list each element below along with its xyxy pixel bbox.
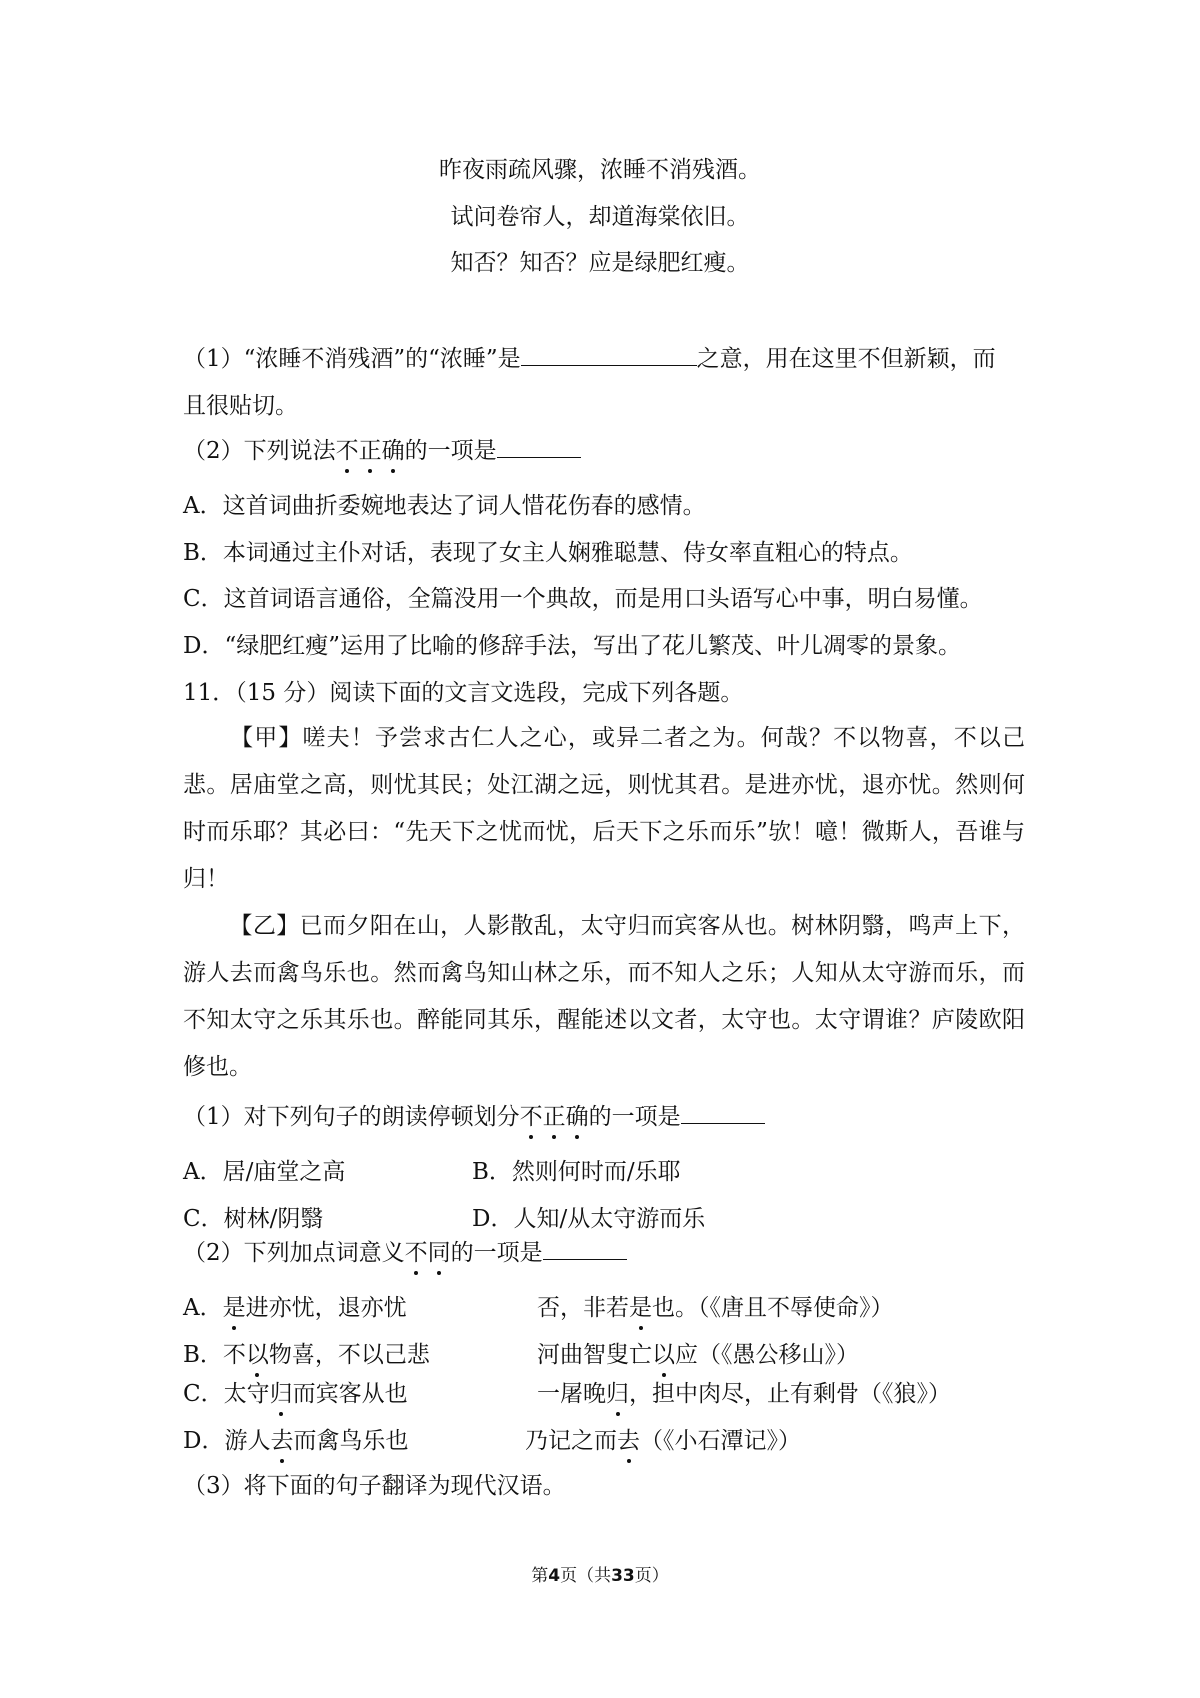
poem-line-1: 昨夜雨疏风骤，浓睡不消残酒。 bbox=[439, 157, 761, 183]
q11-passage-yi: 【乙】已而夕阳在山，人影散乱，太守归而宾客从也。树林阴翳，鸣声上下，游人去而禽鸟乐也。然而禽鸟知山林之乐，而不知人之乐；人知从太守游而乐，而不知太守之乐其乐也。醉能同其乐，醒能述以文者，太守也。太守谓谁？庐陵欧阳修也。 bbox=[183, 913, 1025, 1080]
emphasis-char: 确 bbox=[381, 438, 405, 464]
q10-sub1: （1）“浓睡不消残酒”的“浓睡”是 之意，用在这里不但新颖，而 bbox=[183, 346, 996, 372]
emphasis-char: 不 bbox=[519, 1104, 543, 1130]
emphasis-char: 是 bbox=[629, 1295, 652, 1321]
answer-blank[interactable] bbox=[543, 1258, 627, 1260]
answer-blank[interactable] bbox=[681, 1122, 765, 1124]
emphasis-char: 归 bbox=[269, 1381, 293, 1407]
q11-sub2-option-c-left: C．太守归而宾客从也 bbox=[183, 1381, 408, 1407]
q11-sub1-option-d: D．人知/从太守游而乐 bbox=[472, 1206, 706, 1232]
q11-sub2-option-d-right: 乃记之而去（《小石潭记》） bbox=[525, 1428, 801, 1454]
total-pages: 33 bbox=[611, 1566, 635, 1586]
emphasis-char: 以 bbox=[245, 1342, 269, 1368]
answer-blank[interactable] bbox=[521, 364, 697, 366]
q11-sub1-option-c: C．树林/阴翳 bbox=[183, 1206, 324, 1232]
answer-blank[interactable] bbox=[497, 456, 581, 458]
q10-sub2: （2）下列说法不正确的一项是 bbox=[183, 435, 581, 467]
q11-passage-jia: 【甲】嗟夫！予尝求古仁人之心，或异二者之为。何哉？不以物喜，不以己悲。居庙堂之高，则忧其民；处江湖之远，则忧其君。是进亦忧，退亦忧。然则何时而乐耶？其必曰：“先天下之忧而忧，后天下之乐而乐”欤！噫！微斯人，吾谁与归！ bbox=[183, 725, 1025, 892]
q11-sub2-option-b-right: 河曲智叟亡以应（《愚公移山》） bbox=[537, 1342, 859, 1368]
q11-sub3: （3）将下面的句子翻译为现代汉语。 bbox=[183, 1473, 566, 1499]
emphasis-char: 正 bbox=[542, 1104, 566, 1130]
emphasis-char: 去 bbox=[617, 1428, 640, 1454]
q11-sub2: （2）下列加点词意义不同的一项是 bbox=[183, 1237, 627, 1269]
emphasis-char: 归 bbox=[606, 1381, 629, 1407]
emphasis-char: 不 bbox=[335, 438, 359, 464]
q11-sub2-option-d-left: D．游人去而禽鸟乐也 bbox=[183, 1428, 409, 1454]
emphasis-char: 去 bbox=[270, 1428, 294, 1454]
q10-option-b: B．本词通过主仆对话，表现了女主人娴雅聪慧、侍女率直粗心的特点。 bbox=[183, 540, 913, 566]
emphasis-char: 确 bbox=[565, 1104, 589, 1130]
page-number: 4 bbox=[548, 1566, 561, 1586]
poem-line-3: 知否？知否？应是绿肥红瘦。 bbox=[450, 250, 750, 276]
poem-line-2: 试问卷帘人，却道海棠依旧。 bbox=[450, 204, 750, 230]
q10-option-d: D．“绿肥红瘦”运用了比喻的修辞手法，写出了花儿繁茂、叶儿凋零的景象。 bbox=[183, 633, 961, 659]
q11-sub1-option-a: A．居/庙堂之高 bbox=[183, 1159, 346, 1185]
q10-option-c: C．这首词语言通俗，全篇没用一个典故，而是用口头语写心中事，明白易懂。 bbox=[183, 586, 983, 612]
q11-sub2-option-b-left: B．不以物喜，不以己悲 bbox=[183, 1342, 430, 1368]
page-footer: 第4页（共33页） bbox=[531, 1566, 669, 1586]
q11-title: 11．（15 分）阅读下面的文言文选段，完成下列各题。 bbox=[183, 680, 744, 706]
emphasis-char: 同 bbox=[427, 1240, 451, 1266]
q11-sub2-option-a-left: A．是进亦忧，退亦忧 bbox=[183, 1295, 407, 1321]
q11-sub1: （1）对下列句子的朗读停顿划分不正确的一项是 bbox=[183, 1101, 765, 1133]
emphasis-char: 不 bbox=[404, 1240, 428, 1266]
q10-option-a: A．这首词曲折委婉地表达了词人惜花伤春的感情。 bbox=[183, 493, 706, 519]
emphasis-char: 正 bbox=[358, 438, 382, 464]
q10-sub1-cont: 且很贴切。 bbox=[183, 393, 298, 419]
q11-sub2-option-a-right: 否，非若是也。（《唐且不辱使命》） bbox=[537, 1295, 894, 1321]
q11-sub1-option-b: B．然则何时而/乐耶 bbox=[472, 1159, 681, 1185]
q11-sub2-option-c-right: 一屠晚归，担中肉尽，止有剩骨（《狼》） bbox=[537, 1381, 951, 1407]
emphasis-char: 以 bbox=[652, 1342, 675, 1368]
emphasis-char: 是 bbox=[222, 1295, 246, 1321]
